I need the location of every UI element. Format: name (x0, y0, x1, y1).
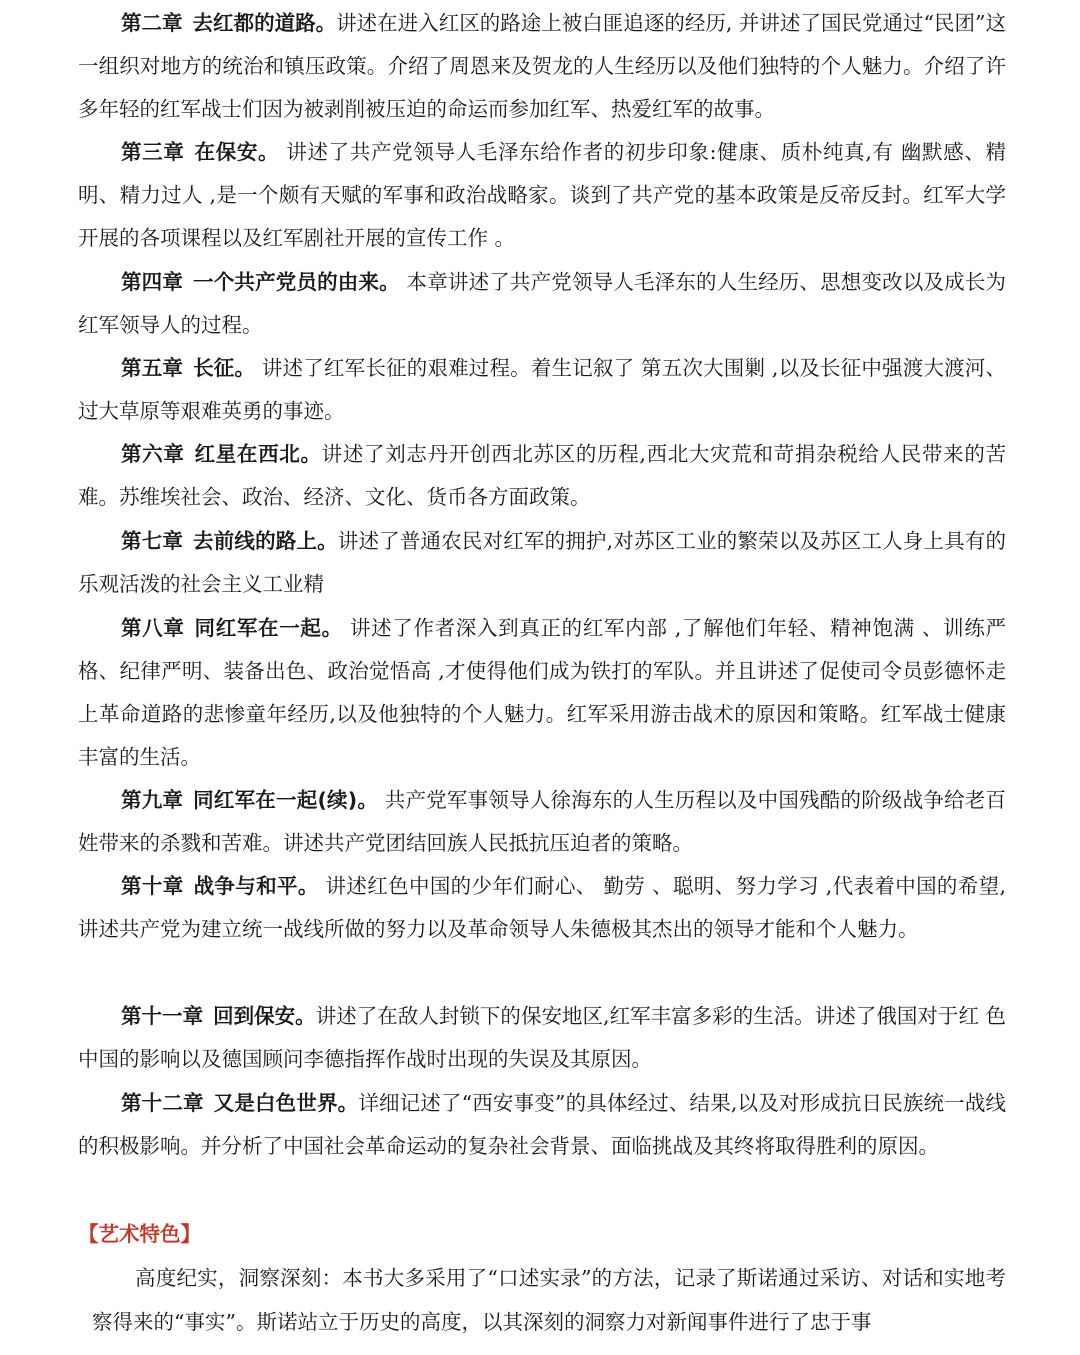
chapter-summary: 讲述红色中国的少年们耐心、 勤劳 、聪明、努力学习 ,代表着中国的希望, 讲述共产党为建立统一战线所做的努力以及革命领导人朱德极其杰出的领导才能和个人魅力。 (78, 874, 1006, 941)
chapter-8-paragraph (78, 607, 1006, 779)
chapter-summary: 本章讲述了共产党领导人毛泽东的人生经历、思想变改以及成长为红军领导人的过程。 (78, 270, 1007, 337)
chapter-title: 回到保安。 (213, 1004, 316, 1028)
chapter-summary: 共产党军事领导人徐海东的人生历程以及中国残酷的阶级战争给老百姓带来的杀戮和苦难。讲述共产党团结回族人民抵抗压迫者的策略。 (78, 788, 1007, 855)
chapter-9-paragraph (78, 779, 1006, 865)
chapter-number: 第三章 (121, 140, 185, 164)
chapter-summary: 详细记述了“西安事变”的具体经过、结果,以及对形成抗日民族统一战线的积极影响。并分析了中国社会革命运动的复杂社会背景、面临挑战及其终将取得胜利的原因。 (78, 1091, 1007, 1158)
chapter-title: 长征。 (193, 356, 256, 380)
chapter-number: 第七章 (121, 529, 184, 553)
chapter-4-paragraph (78, 261, 1006, 347)
chapter-summary: 讲述了刘志丹开创西北苏区的历程,西北大灾荒和苛捐杂税给人民带来的苦难。苏维埃社会、政治、经济、文化、货币各方面政策。 (78, 442, 1007, 509)
chapter-6-paragraph (78, 433, 1006, 519)
chapter-7-paragraph (78, 520, 1006, 606)
chapter-title: 去前线的路上。 (193, 529, 338, 553)
chapter-10-paragraph (78, 865, 1006, 951)
chapter-summary: 讲述了共产党领导人毛泽东给作者的初步印象:健康、质朴纯真,有 幽默感、精明、精力过人 ,是一个颇有天赋的军事和政治战略家。谈到了共产党的基本政策是反帝反封。红军大学开展的各项课程以及红军剧社开展的宣传工作 。 (78, 140, 1006, 250)
chapter-number: 第九章 (121, 788, 184, 812)
chapter-summary: 讲述了普通农民对红军的拥护,对苏区工业的繁荣以及苏区工人身上具有的乐观活泼的社会主义工业精 (78, 529, 1007, 596)
chapter-title: 去红都的道路。 (192, 11, 337, 35)
chapter-number: 第八章 (121, 616, 185, 640)
chapter-title: 同红军在一起(续)。 (193, 788, 379, 812)
chapter-title: 战争与和平。 (193, 874, 319, 898)
art-section-title: 【艺术特色】 (78, 1222, 201, 1246)
chapter-summary: 讲述了作者深入到真正的红军内部 ,了解他们年轻、精神饱满 、训练严 格、纪律严明、装备出色、政治觉悟高 ,才使得他们成为铁打的军队。并且讲述了促使司令员彭德怀走上革命道路的悲惨童年经历,以及他独特的个人魅力。红军采用游击战术的原因和策略。红军战士健康丰富的生活。 (78, 616, 1007, 769)
chapter-number: 第六章 (121, 442, 185, 466)
art-section-paragraph: 高度纪实，洞察深刻：本书大多采用了“口述实录”的方法，记录了斯诺通过采访、对话和实地考察得来的“事实”。斯诺站立于历史的高度，以其深刻的洞察力对新闻事件进行了忠于事 (92, 1266, 1006, 1334)
chapter-title: 红星在西北。 (194, 442, 322, 466)
chapter-title: 同红军在一起。 (194, 616, 343, 640)
chapter-5-paragraph (78, 347, 1006, 433)
chapter-title: 在保安。 (194, 140, 280, 164)
chapter-summary: 讲述了红军长征的艰难过程。着生记叙了 第五次大围剿 ,以及长征中强渡大渡河、过大草原等艰难英勇的事迹。 (78, 356, 1006, 423)
chapter-number: 第五章 (121, 356, 184, 380)
chapter-summary: 讲述了在敌人封锁下的保安地区,红军丰富多彩的生活。讲述了俄国对于红 色中国的影响以及德国顾问李德指挥作战时出现的失误及其原因。 (78, 1004, 1007, 1071)
chapter-12-paragraph (78, 1082, 1006, 1168)
chapter-number: 第四章 (121, 270, 184, 294)
chapter-title: 一个共产党员的由来。 (193, 270, 400, 294)
chapter-number: 第十二章 (121, 1091, 204, 1115)
chapter-title: 又是白色世界。 (213, 1091, 359, 1115)
chapter-number: 第十章 (121, 874, 184, 898)
chapter-summary: 讲述在进入红区的路途上被白匪追逐的经历, 并讲述了国民党通过“民团”这一组织对地方的统治和镇压政策。介绍了周恩来及贺龙的人生经历以及他们独特的个人魅力。介绍了许多年轻的红军战士们因为被剥削被压迫的命运而参加红军、热爱红军的故事。 (78, 11, 1007, 121)
chapter-2-paragraph (78, 2, 1006, 131)
chapter-11-paragraph (78, 995, 1006, 1081)
chapter-number: 第二章 (121, 11, 183, 35)
chapter-3-paragraph (78, 131, 1006, 260)
chapter-number: 第十一章 (121, 1004, 204, 1028)
